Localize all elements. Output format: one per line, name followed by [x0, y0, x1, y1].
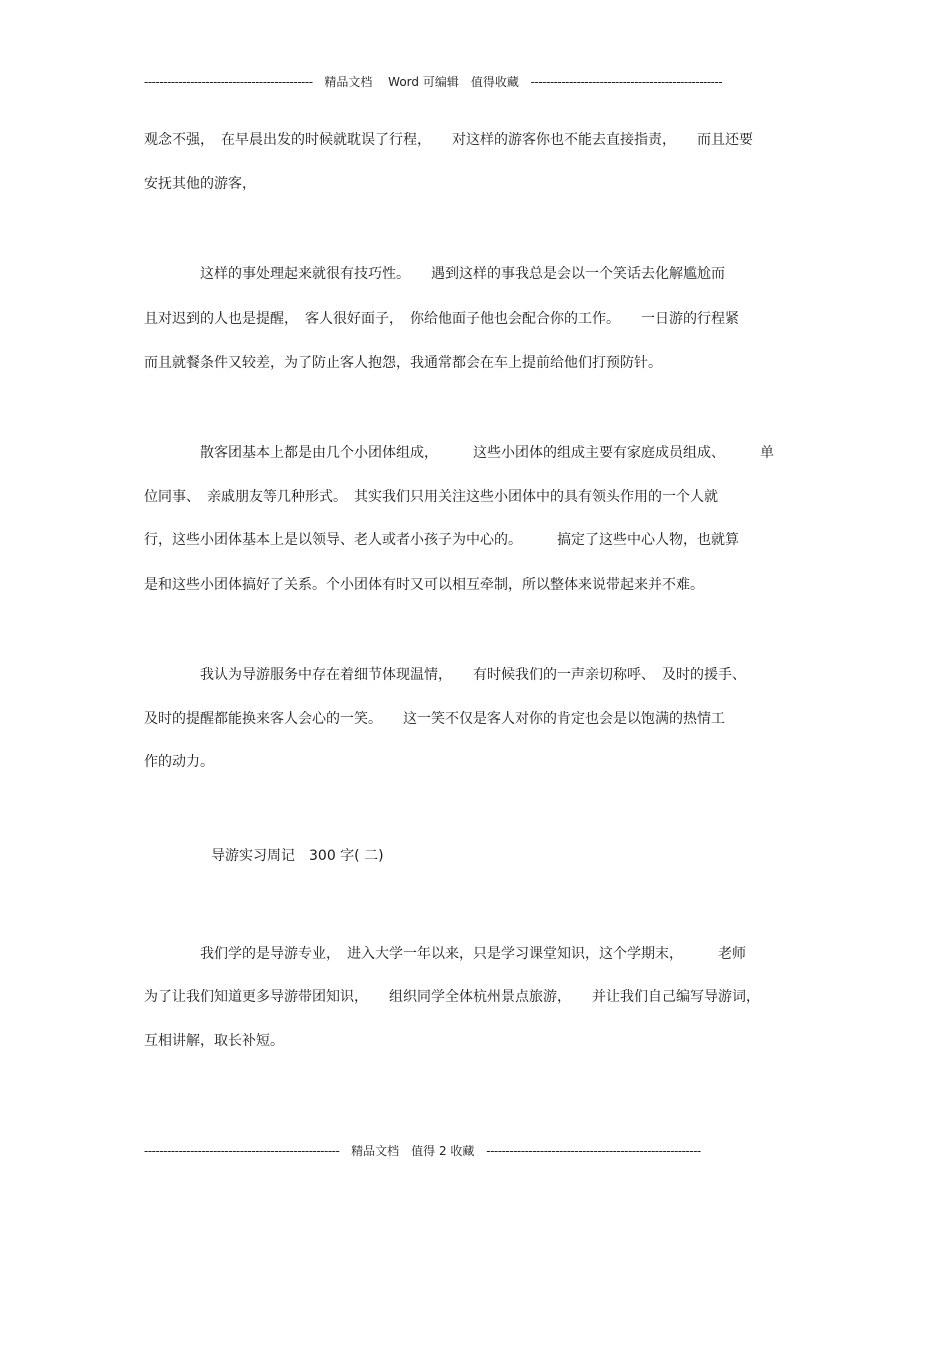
header-label: 精品文档 Word 可编辑 值得收藏: [324, 75, 519, 89]
header-dashes-left: --------------------------------------------: [144, 75, 313, 89]
paragraph-2-line-3: 而且就餐条件又较差，为了防止客人抱怨，我通常都会在车上提前给他们打预防针。: [144, 355, 662, 371]
page-header: [144, 73, 722, 90]
paragraph-4-line-3: 作的动力。: [144, 754, 214, 770]
paragraph-5-line-3: 互相讲解，取长补短。: [144, 1033, 284, 1049]
paragraph-3-line-4: 是和这些小团体搞好了关系。个小团体有时又可以相互牵制，所以整体来说带起来并不难。: [144, 577, 704, 593]
section-heading: 导游实习周记 300 字( 二): [211, 848, 384, 864]
paragraph-4-line-2: 及时的提醒都能换来客人会心的一笑。 这一笑不仅是客人对你的肯定也会是以饱满的热情工: [144, 711, 725, 727]
footer-dashes-left: ---------------------------------------------------: [144, 1144, 340, 1158]
paragraph-5-line-1: 我们学的是导游专业， 进入大学一年以来，只是学习课堂知识，这个学期末， 老师: [144, 946, 746, 962]
paragraph-1-line-1: 观念不强， 在早晨出发的时候就耽误了行程， 对这样的游客你也不能去直接指责， 而且还要: [144, 132, 753, 148]
paragraph-2-line-2: 且对迟到的人也是提醒， 客人很好面子， 你给他面子他也会配合你的工作。 一日游的行程紧: [144, 311, 739, 327]
paragraph-2-line-1: 这样的事处理起来就很有技巧性。 遇到这样的事我总是会以一个笑话去化解尴尬而: [144, 266, 725, 282]
footer-dashes-right: --------------------------------------------------------: [486, 1144, 701, 1158]
footer-label: 精品文档 值得 2 收藏: [351, 1144, 475, 1158]
header-dashes-right: --------------------------------------------------: [530, 75, 723, 89]
paragraph-3-line-3: 行，这些小团体基本上是以领导、老人或者小孩子为中心的。 搞定了这些中心人物，也就算: [144, 532, 739, 548]
paragraph-3-line-2: 位同事、 亲戚朋友等几种形式。 其实我们只用关注这些小团体中的具有领头作用的一个人就: [144, 489, 718, 505]
paragraph-5-line-2: 为了让我们知道更多导游带团知识， 组织同学全体杭州景点旅游， 并让我们自己编写导游词，: [144, 989, 760, 1005]
paragraph-4-line-1: 我认为导游服务中存在着细节体现温情， 有时候我们的一声亲切称呼、 及时的援手、: [144, 667, 746, 683]
paragraph-1-line-2: 安抚其他的游客，: [144, 176, 256, 192]
paragraph-3-line-1: 散客团基本上都是由几个小团体组成， 这些小团体的组成主要有家庭成员组成、 单: [144, 445, 774, 461]
page-footer: [144, 1142, 701, 1159]
